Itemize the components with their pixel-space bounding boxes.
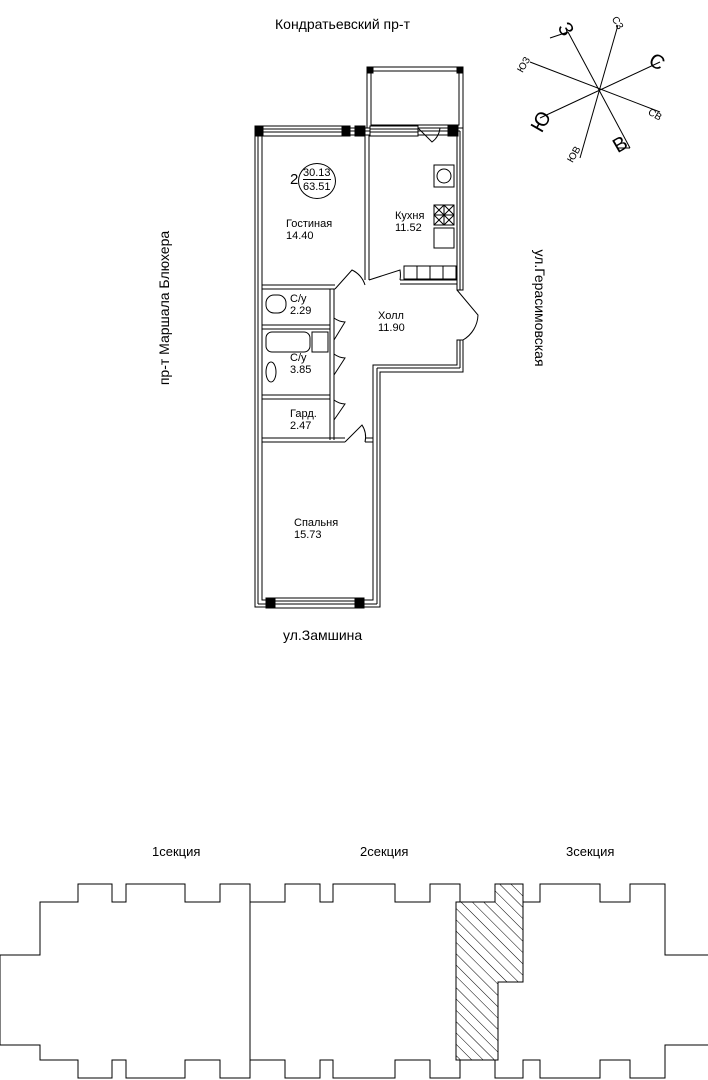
room-area: 14.40	[286, 230, 314, 242]
section-label-1: 1секция	[152, 844, 201, 859]
room-name: С/у	[290, 352, 307, 364]
room-area: 2.29	[290, 305, 312, 317]
compass-e: В	[609, 131, 632, 158]
room-name: Холл	[378, 310, 404, 322]
room-kitchen	[395, 210, 424, 234]
compass-rose	[510, 10, 690, 170]
room-wc-small	[290, 293, 311, 317]
room-name: Кухня	[395, 210, 425, 222]
building-sections-plan	[0, 860, 708, 1080]
section-label-3: 3секция	[566, 844, 615, 859]
room-hall	[378, 310, 405, 334]
living-area: 30.13	[303, 167, 331, 179]
room-wardrobe	[290, 408, 317, 432]
room-area: 2.47	[290, 420, 312, 432]
apartment-badge	[288, 163, 348, 199]
room-name: Гостиная	[286, 218, 333, 230]
room-area: 15.73	[294, 529, 322, 541]
street-right-label: ул.Герасимовская	[532, 249, 548, 367]
room-name: Спальня	[294, 517, 339, 529]
compass-w: З	[552, 18, 578, 41]
room-area: 11.52	[395, 222, 422, 234]
street-bottom-label: ул.Замшина	[283, 627, 363, 643]
room-name: Гард.	[290, 408, 317, 420]
room-area: 11.90	[378, 322, 405, 334]
compass-se: ЮВ	[565, 144, 584, 165]
compass-ne: СВ	[645, 107, 664, 124]
rooms-count: 2	[290, 171, 299, 188]
highlighted-apartment	[456, 884, 523, 1060]
room-area: 3.85	[290, 364, 312, 376]
room-bathroom	[290, 352, 311, 376]
section-label-2: 2секция	[360, 844, 409, 859]
compass-n: С	[644, 49, 669, 76]
compass-sw: ЮЗ	[515, 55, 534, 75]
room-name: С/у	[290, 293, 307, 305]
compass-s: Ю	[526, 107, 557, 137]
balcony	[367, 67, 463, 129]
street-left-label: пр-т Маршала Блюхера	[156, 230, 172, 386]
room-living	[286, 218, 332, 242]
compass-nw: СЗ	[608, 14, 626, 32]
street-top-label: Кондратьевский пр-т	[275, 16, 410, 32]
room-bedroom	[294, 517, 338, 541]
total-area: 63.51	[303, 181, 331, 193]
